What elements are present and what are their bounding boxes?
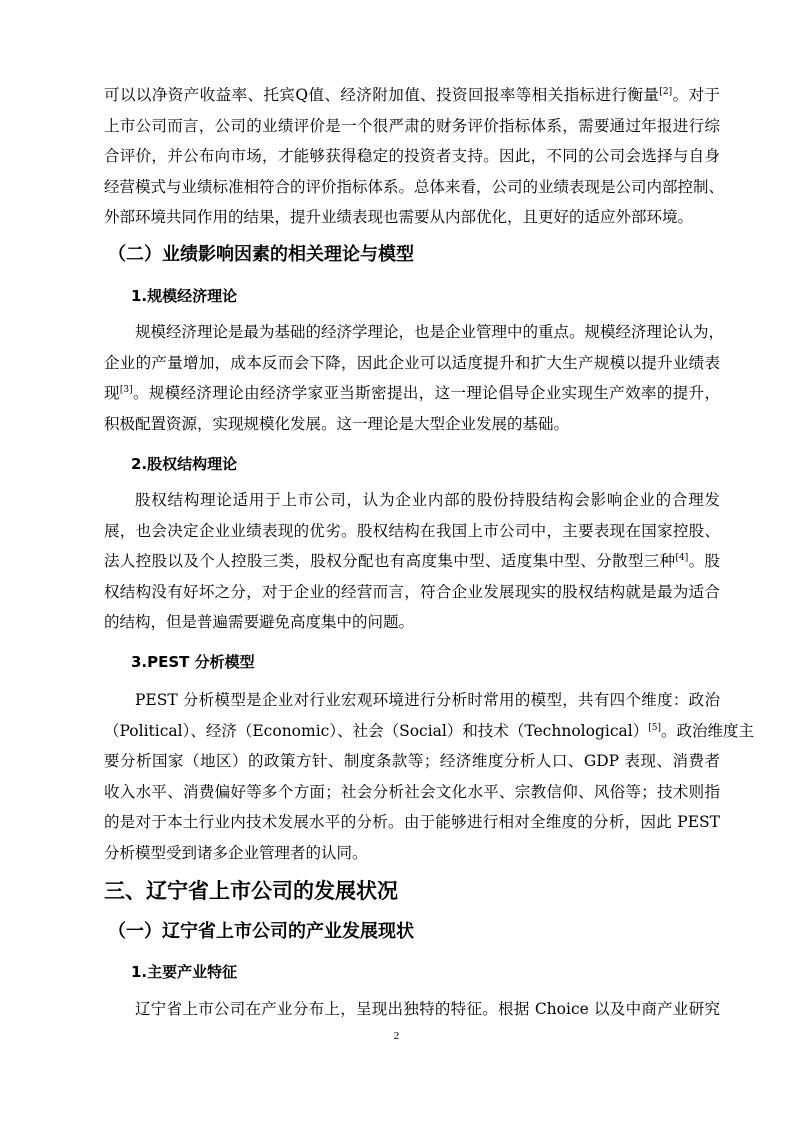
text-line: 外部环境共同作用的结果，提升业绩表现也需要从内部优化，且更好的适应外部环境。 — [104, 208, 694, 226]
text-line: 可以以净资产收益率、托宾Q值、经济附加值、投资回报率等相关指标进行衡量 — [104, 86, 660, 104]
text-line: 现 — [104, 384, 120, 402]
paragraph-pest-model — [104, 685, 754, 868]
citation: [5] — [648, 722, 661, 733]
text-line: 权结构没有好坏之分，对于企业的经营而言，符合企业发展现实的股权结构就是最为适合 — [104, 582, 720, 601]
text-line: 法人控股以及个人控股三类，股权分配也有高度集中型、适度集中型、分散型三种 — [104, 552, 676, 570]
text-line: 合评价，并公布向市场，才能够获得稳定的投资者支持。因此，不同的公司会选择与自身 — [104, 147, 720, 165]
text-line: 辽宁省上市公司在产业分布上，呈现出独特的特征。根据 Choice 以及中商产业研究 — [135, 1000, 720, 1018]
page-number: 2 — [393, 1030, 400, 1042]
subheading-pest-model: 3.PEST 分析模型 — [131, 653, 255, 671]
text-line: 股权结构理论适用于上市公司，认为企业内部的股份持股结构会影响企业的合理发 — [135, 491, 720, 509]
section-heading-theories: （二）业绩影响因素的相关理论与模型 — [108, 244, 414, 265]
subheading-industry-features: 1.主要产业特征 — [131, 963, 238, 981]
subheading-ownership-structure: 2.股权结构理论 — [131, 455, 238, 473]
paragraph-performance-evaluation — [104, 80, 725, 233]
text-line: （Political）、经济（Economic）、社会（Social）和技术（Technological） — [104, 721, 649, 740]
text-line: 收入水平、消费偏好等多个方面；社会分析社会文化水平、宗教信仰、风俗等；技术则指 — [104, 782, 720, 801]
chapter-heading-liaoning: 三、辽宁省上市公司的发展状况 — [104, 879, 398, 903]
text-line: 的是对于本土行业内技术发展水平的分析。由于能够进行相对全维度的分析，因此 PEST — [104, 813, 720, 831]
text-line: 积极配置资源，实现规模化发展。这一理论是大型企业发展的基础。 — [104, 414, 570, 433]
text-line: 的结构，但是普遍需要避免高度集中的问题。 — [104, 613, 415, 631]
text-line: 经营模式与业绩标准相符合的评价指标体系。总体来看，公司的业绩表现是公司内部控制、 — [104, 177, 725, 196]
subheading-economies-of-scale: 1.规模经济理论 — [131, 287, 238, 305]
text-line: 企业的产量增加，成本反而会下降，因此企业可以适度提升和扩大生产规模以提升业绩表 — [104, 353, 720, 372]
text-line: 。规模经济理论由经济学家亚当斯密提出，这一理论倡导企业实现生产效率的提升， — [132, 384, 720, 402]
text-line: 。政治维度主 — [660, 721, 754, 740]
text-line: 分析模型受到诸多企业管理者的认同。 — [104, 843, 368, 862]
text-line: 。对于 — [672, 86, 720, 104]
text-line: 规模经济理论是最为基础的经济学理论，也是企业管理中的重点。规模经济理论认为， — [135, 323, 725, 341]
text-line: 展，也会决定企业业绩表现的优劣。股权结构在我国上市公司中，主要表现在国家控股、 — [104, 521, 720, 540]
paragraph-economies-of-scale — [104, 317, 725, 439]
text-line: PEST 分析模型是企业对行业宏观环境进行分析时常用的模型，共有四个维度：政治 — [135, 691, 720, 709]
section-heading-industry-status: （一）辽宁省上市公司的产业发展现状 — [108, 921, 414, 942]
text-line: 要分析国家（地区）的政策方针、制度条款等；经济维度分析人口、GDP 表现、消费者 — [104, 752, 720, 770]
paragraph-ownership-structure — [104, 485, 720, 638]
citation: [4] — [675, 552, 689, 563]
citation: [2] — [659, 86, 673, 97]
citation: [3] — [119, 384, 133, 395]
text-line: 。股 — [688, 552, 720, 570]
paragraph-industry-features — [104, 994, 720, 1025]
text-line: 上市公司而言，公司的业绩评价是一个很严肃的财务评价指标体系，需要通过年报进行综 — [104, 116, 720, 135]
